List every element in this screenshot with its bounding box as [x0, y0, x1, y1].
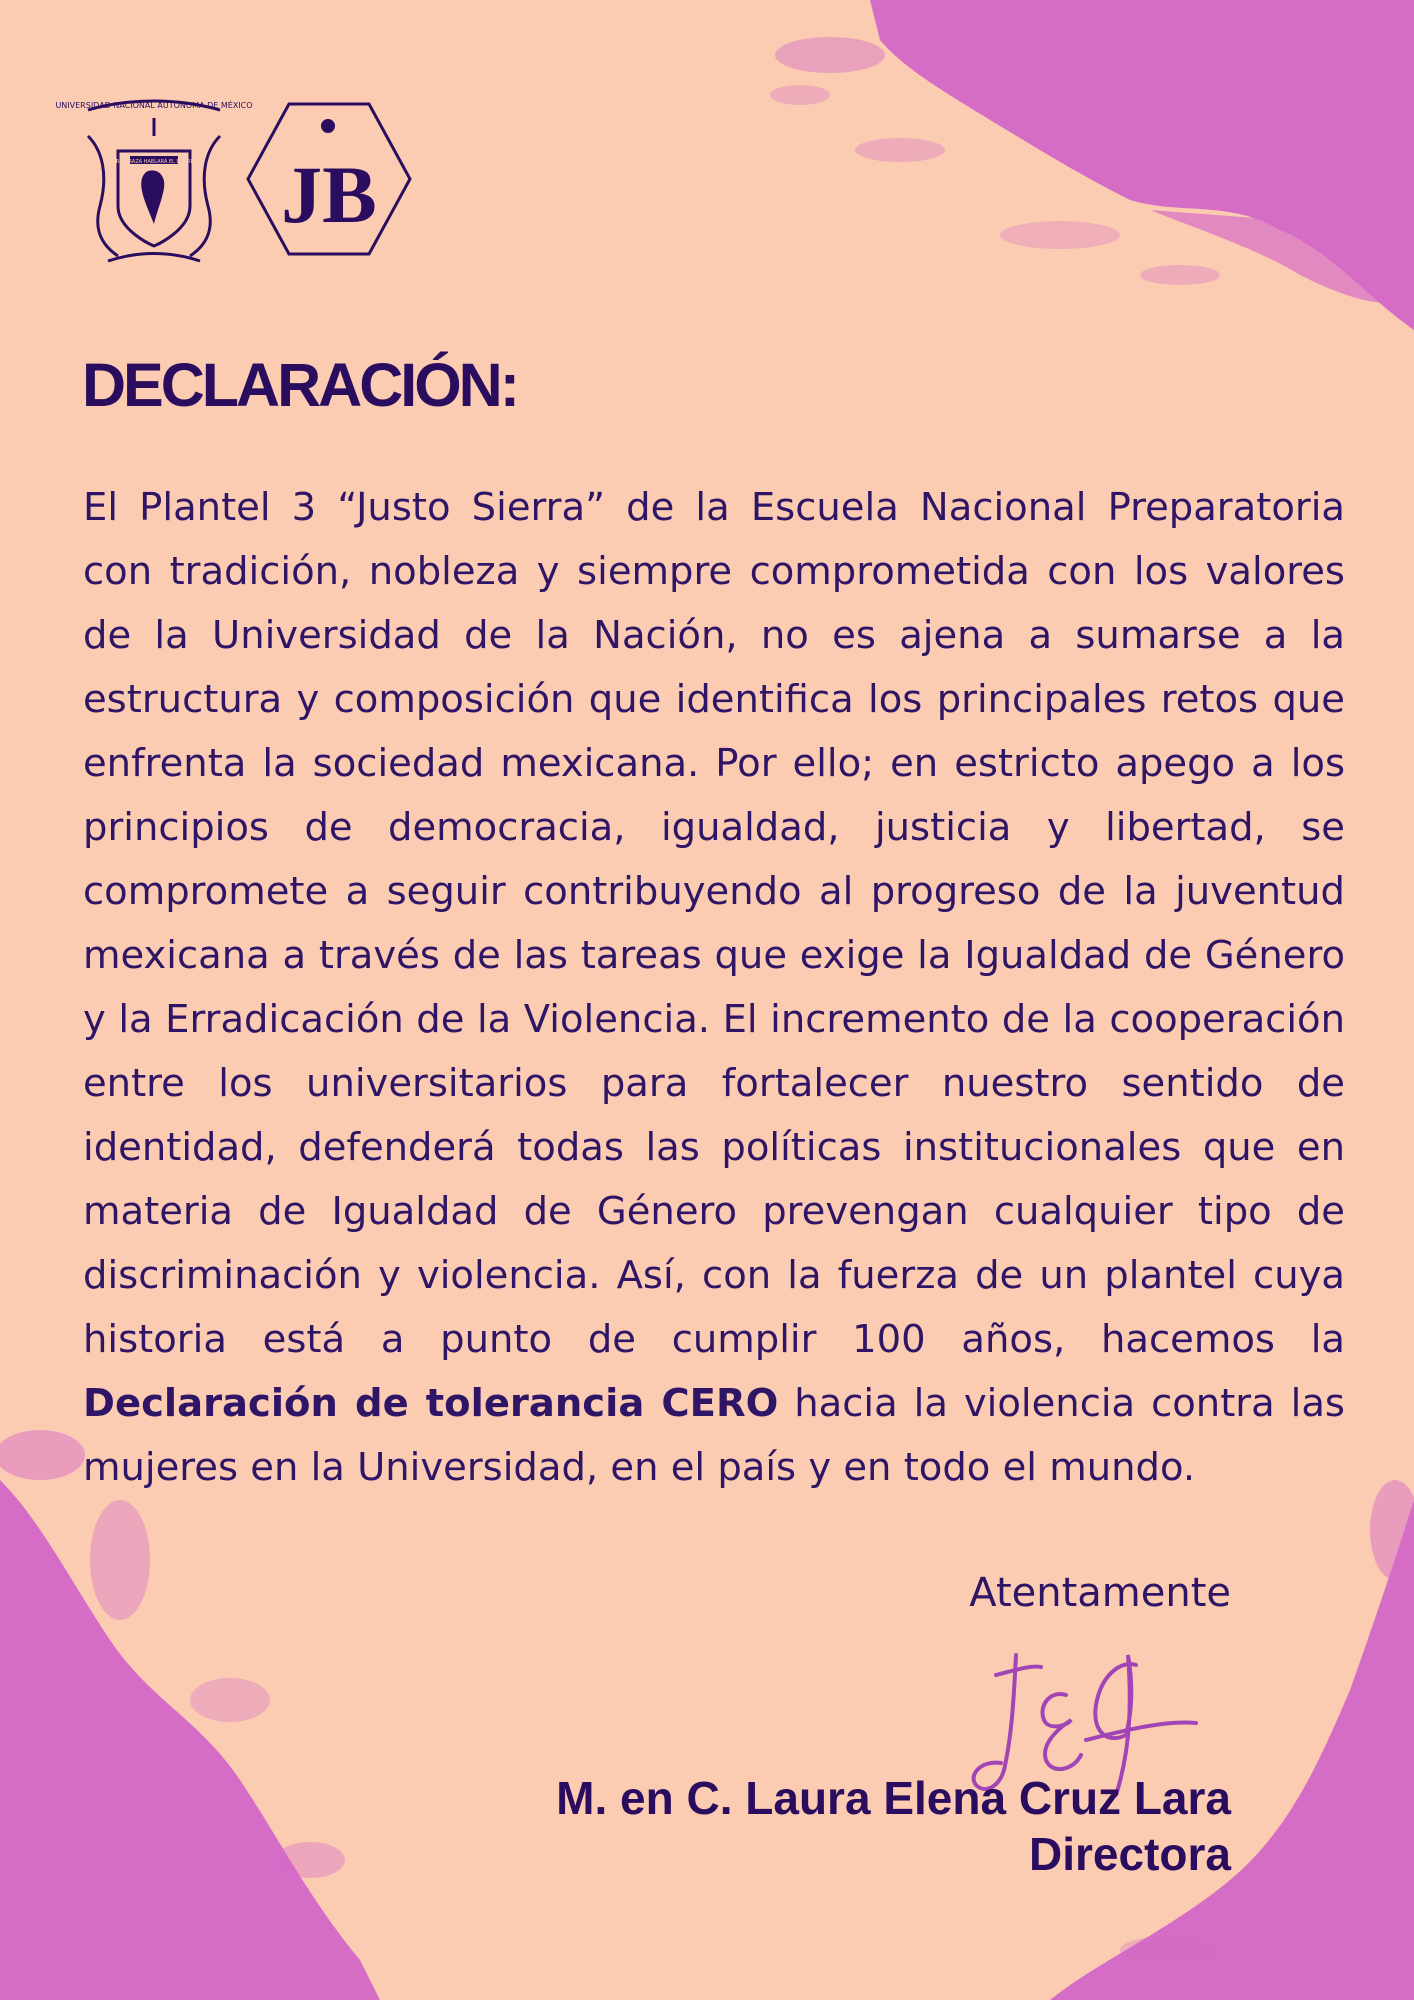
declaration-text-part1: El Plantel 3 “Justo Sierra” de la Escuela Nacional Preparatoria con tradición, nobleza y siempre comprometida con los valores de la Universidad de la Nación, no es ajena a sumarse a la estructura y composición que identifica los principales retos que enfrenta la sociedad mexicana. Por ello; en estricto apego a los principios de democracia, igualdad, justicia y libertad, se compromete a seguir contribuyendo al progreso de la juventud mexicana a través de las tareas que exige la Igualdad de Género y la Erradicación de la Violencia. El incremento de la cooperación entre los universitarios para fortalecer nuestro sentido de identidad, defenderá todas las políticas institucionales que en materia de Igualdad de Género prevengan cualquier tipo de discriminación y violencia. Así, con la fuerza de un plantel cuya historia está a punto de cumplir 100 años, hacemos la	[83, 485, 1345, 1362]
signer-block	[556, 1770, 1231, 1882]
unam-motto-text: POR MI RAZA HABLARÁ EL ESPÍRITU	[109, 159, 199, 165]
declaration-text-part2: hacia la violencia contra las mujeres en la Universidad, en el país y en todo el mundo.	[83, 1381, 1345, 1490]
declaration-emphasis: Declaración de tolerancia CERO	[83, 1381, 779, 1426]
page-title: DECLARACIÓN:	[82, 351, 518, 419]
closing-text: Atentamente	[969, 1570, 1231, 1616]
declaration-body	[83, 476, 1345, 1500]
plantel-jb-logo	[244, 100, 414, 258]
signer-name: M. en C. Laura Elena Cruz Lara	[556, 1772, 1231, 1824]
signer-role: Directora	[1029, 1828, 1231, 1880]
unam-ring-text: UNIVERSIDAD NACIONAL AUTÓNOMA DE MÉXICO	[55, 101, 253, 110]
unam-crest-logo	[55, 96, 253, 266]
plantel-monogram: JB	[281, 149, 377, 240]
